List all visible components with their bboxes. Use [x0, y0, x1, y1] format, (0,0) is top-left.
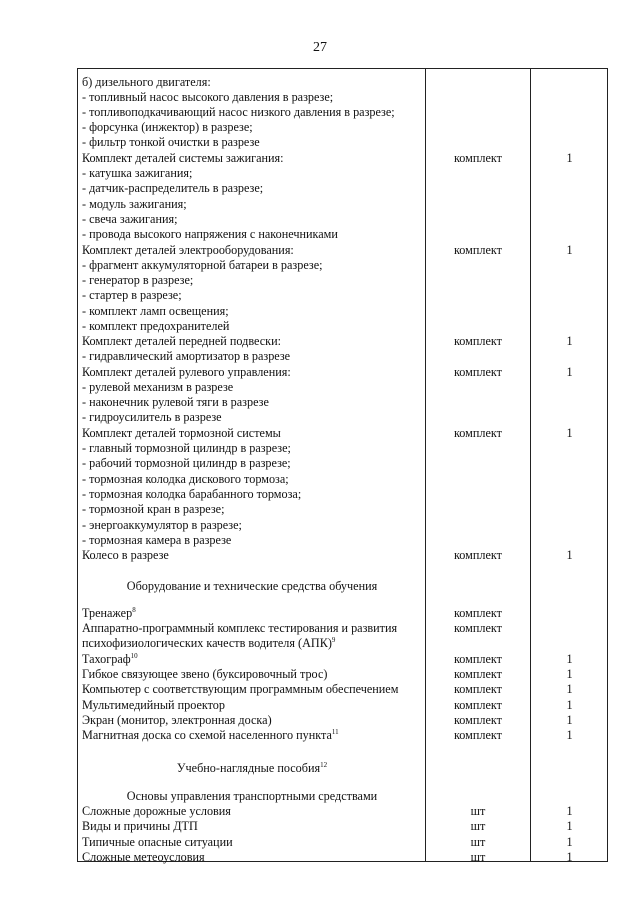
item-text — [82, 682, 398, 696]
quantity-cell: 1 — [566, 804, 573, 818]
item-label: Комплект деталей электрооборудования: — [82, 243, 294, 257]
item-text — [82, 135, 260, 149]
quantity-cell: 1 — [566, 819, 573, 833]
item-text — [82, 90, 333, 104]
item-text — [82, 273, 193, 287]
item-text — [82, 502, 224, 516]
item-text — [82, 151, 284, 165]
unit-cell: шт — [470, 819, 486, 833]
item-label: - комплект ламп освещения; — [82, 304, 229, 318]
quantity-cell: 1 — [566, 698, 573, 712]
item-label: - рабочий тормозной цилиндр в разрезе; — [82, 456, 291, 470]
item-text — [82, 456, 291, 470]
unit-cell: шт — [470, 850, 486, 864]
item-text — [82, 426, 281, 440]
item-label: - датчик-распределитель в разрезе; — [82, 181, 264, 195]
column-divider — [425, 69, 426, 861]
item-label: Сложные метеоусловия — [82, 850, 205, 864]
footnote-ref: 10 — [130, 652, 138, 660]
quantity-cell: 1 — [566, 151, 573, 165]
item-label: - форсунка (инжектор) в разрезе; — [82, 120, 253, 134]
item-label: - топливный насос высокого давления в разрезе; — [82, 90, 334, 104]
unit-cell: комплект — [454, 682, 502, 696]
item-text — [82, 212, 178, 226]
section-heading — [78, 789, 426, 803]
item-text — [82, 548, 169, 562]
item-text — [82, 606, 136, 620]
unit-cell: комплект — [454, 606, 502, 620]
item-text — [82, 105, 395, 119]
quantity-cell: 1 — [566, 652, 573, 666]
item-label: Комплект деталей передней подвески: — [82, 334, 281, 348]
item-label: - рулевой механизм в разрезе — [82, 380, 234, 394]
item-text — [82, 288, 182, 302]
unit-cell: комплект — [454, 667, 502, 681]
item-label: - катушка зажигания; — [82, 166, 193, 180]
unit-cell: шт — [470, 804, 486, 818]
item-text — [82, 698, 225, 712]
item-label: - энергоаккумулятор в разрезе; — [82, 518, 242, 532]
item-text — [82, 319, 229, 333]
item-text — [82, 621, 397, 635]
item-text — [82, 472, 289, 486]
item-label: - наконечник рулевой тяги в разрезе — [82, 395, 269, 409]
item-text — [82, 365, 291, 379]
item-text — [82, 819, 198, 833]
item-text — [82, 533, 231, 547]
item-text — [82, 487, 301, 501]
item-label: - комплект предохранителей — [82, 319, 230, 333]
item-label: Комплект деталей рулевого управления: — [82, 365, 291, 379]
item-text — [82, 728, 339, 742]
quantity-cell: 1 — [566, 682, 573, 696]
item-label: Тахограф — [82, 652, 131, 666]
section-heading — [78, 761, 426, 775]
item-label: - топливоподкачивающий насос низкого давления в разрезе; — [82, 105, 395, 119]
quantity-cell: 1 — [566, 850, 573, 864]
unit-cell: комплект — [454, 548, 502, 562]
item-label: Основы управления транспортными средствами — [126, 789, 378, 803]
item-text — [82, 441, 291, 455]
item-label: Гибкое связующее звено (буксировочный трос) — [82, 667, 328, 681]
item-text — [82, 304, 229, 318]
footnote-ref: 9 — [331, 636, 336, 644]
item-label: Виды и причины ДТП — [82, 819, 198, 833]
item-label: Тренажер — [82, 606, 133, 620]
item-text — [82, 835, 233, 849]
quantity-cell: 1 — [566, 426, 573, 440]
unit-cell: комплект — [454, 728, 502, 742]
item-label: Сложные дорожные условия — [82, 804, 231, 818]
item-label: Комплект деталей тормозной системы — [82, 426, 281, 440]
item-label: Магнитная доска со схемой населенного пункта — [82, 728, 332, 742]
page-number: 27 — [313, 40, 327, 55]
footnote-ref: 12 — [320, 761, 328, 769]
unit-cell: комплект — [454, 713, 502, 727]
quantity-cell: 1 — [566, 243, 573, 257]
item-text — [82, 667, 327, 681]
item-label: - генератор в разрезе; — [82, 273, 194, 287]
unit-cell: комплект — [454, 365, 502, 379]
footnote-ref: 11 — [331, 728, 339, 736]
item-text — [82, 652, 138, 666]
item-label: Типичные опасные ситуации — [82, 835, 233, 849]
item-label: - гидроусилитель в разрезе — [82, 410, 222, 424]
item-text — [82, 166, 192, 180]
item-text — [82, 636, 335, 650]
item-text — [82, 395, 269, 409]
item-label: Аппаратно-программный комплекс тестирования и развития — [82, 621, 398, 635]
unit-cell: комплект — [454, 652, 502, 666]
item-text — [82, 850, 205, 864]
item-label: б) дизельного двигателя: — [82, 75, 211, 89]
item-label: - тормозная камера в разрезе — [82, 533, 232, 547]
equipment-table — [77, 68, 608, 862]
unit-cell: шт — [470, 835, 486, 849]
item-text — [82, 518, 242, 532]
item-text — [82, 804, 231, 818]
item-label: - провода высокого напряжения с наконечниками — [82, 227, 338, 241]
item-label: - гидравлический амортизатор в разрезе — [82, 349, 291, 363]
unit-cell: комплект — [454, 621, 502, 635]
item-label: - главный тормозной цилиндр в разрезе; — [82, 441, 291, 455]
item-label: Экран (монитор, электронная доска) — [82, 713, 272, 727]
item-text — [82, 258, 323, 272]
section-heading — [78, 579, 426, 593]
item-label: Оборудование и технические средства обучения — [126, 579, 378, 593]
item-label: - стартер в разрезе; — [82, 288, 182, 302]
item-text — [82, 227, 338, 241]
unit-cell: комплект — [454, 243, 502, 257]
item-label: Компьютер с соответствующим программным обеспечением — [82, 682, 399, 696]
column-divider — [530, 69, 531, 861]
item-label: психофизиологических качеств водителя (АПК) — [82, 636, 332, 650]
item-text — [82, 713, 272, 727]
item-text — [82, 243, 294, 257]
quantity-cell: 1 — [566, 835, 573, 849]
footnote-ref: 8 — [132, 606, 136, 614]
quantity-cell: 1 — [566, 365, 573, 379]
item-label: - свеча зажигания; — [82, 212, 178, 226]
item-label: - тормозная колодка барабанного тормоза; — [82, 487, 302, 501]
item-label: Учебно-наглядные пособия — [176, 761, 321, 775]
quantity-cell: 1 — [566, 334, 573, 348]
item-label: Колесо в разрезе — [82, 548, 169, 562]
item-text — [82, 120, 253, 134]
item-text — [82, 197, 187, 211]
item-text — [82, 334, 281, 348]
item-label: - фрагмент аккумуляторной батареи в разрезе; — [82, 258, 323, 272]
item-label: - модуль зажигания; — [82, 197, 187, 211]
item-label: - фильтр тонкой очистки в разрезе — [82, 135, 260, 149]
item-text — [82, 410, 222, 424]
item-label: - тормозная колодка дискового тормоза; — [82, 472, 289, 486]
quantity-cell: 1 — [566, 713, 573, 727]
unit-cell: комплект — [454, 698, 502, 712]
item-label: Комплект деталей системы зажигания: — [82, 151, 284, 165]
quantity-cell: 1 — [566, 728, 573, 742]
unit-cell: комплект — [454, 334, 502, 348]
quantity-cell: 1 — [566, 548, 573, 562]
item-text — [82, 181, 263, 195]
item-text — [82, 75, 211, 89]
item-text — [82, 380, 233, 394]
unit-cell: комплект — [454, 426, 502, 440]
item-label: Мультимедийный проектор — [82, 698, 225, 712]
item-label: - тормозной кран в разрезе; — [82, 502, 225, 516]
unit-cell: комплект — [454, 151, 502, 165]
quantity-cell: 1 — [566, 667, 573, 681]
item-text — [82, 349, 290, 363]
